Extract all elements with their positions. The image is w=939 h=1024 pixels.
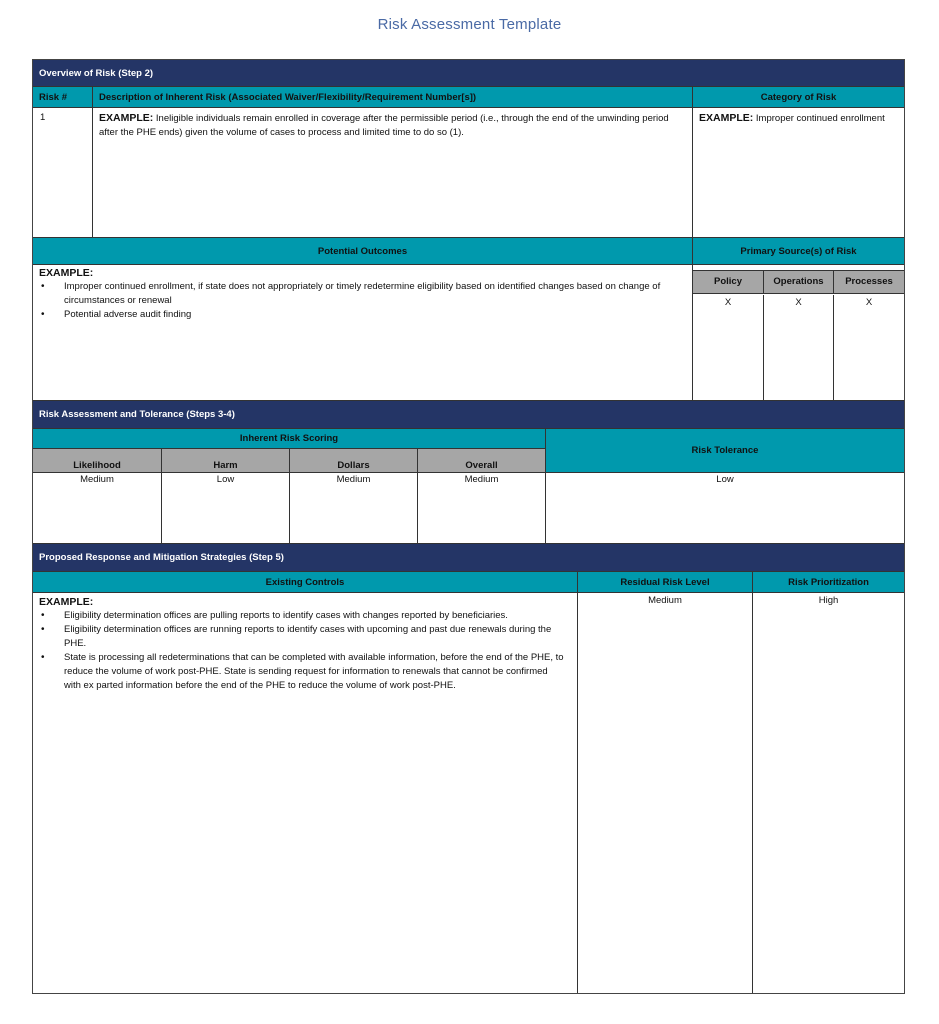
risk-prioritization-value: High bbox=[752, 592, 904, 993]
section-header-assessment: Risk Assessment and Tolerance (Steps 3-4) bbox=[33, 400, 904, 428]
header-description: Description of Inherent Risk (Associated Waiver/Flexibility/Requirement Number[s]) bbox=[92, 86, 692, 107]
outcome-item: • Potential adverse audit finding bbox=[33, 308, 676, 322]
header-potential-outcomes: Potential Outcomes bbox=[33, 237, 692, 264]
description-example-label: EXAMPLE: bbox=[99, 112, 154, 124]
controls-list bbox=[33, 609, 571, 693]
source-value-policy: X bbox=[693, 295, 763, 400]
existing-controls-cell bbox=[33, 592, 577, 993]
source-header-processes: Processes bbox=[833, 270, 904, 294]
risk-number-cell: 1 bbox=[33, 107, 92, 237]
source-header-policy: Policy bbox=[693, 270, 763, 294]
residual-risk-value: Medium bbox=[577, 592, 752, 993]
section-header-overview: Overview of Risk (Step 2) bbox=[33, 60, 904, 86]
risk-assessment-table bbox=[32, 59, 905, 994]
score-value-harm: Low bbox=[161, 472, 289, 543]
score-header-harm: Harm bbox=[161, 448, 289, 472]
score-header-likelihood: Likelihood bbox=[33, 448, 161, 472]
header-existing-controls: Existing Controls bbox=[33, 571, 577, 592]
outcome-item: • Improper continued enrollment, if state does not appropriately or timely redetermine eligibility based on identified changes based on change of circumstances or renewal bbox=[33, 280, 676, 308]
category-cell bbox=[692, 107, 904, 237]
score-header-dollars: Dollars bbox=[289, 448, 417, 472]
header-inherent-risk-scoring: Inherent Risk Scoring bbox=[33, 428, 545, 448]
page-title: Risk Assessment Template bbox=[377, 16, 562, 33]
description-cell bbox=[92, 107, 692, 237]
control-item: • Eligibility determination offices are running reports to identify cases with upcoming and past due renewals during the PHE. bbox=[33, 623, 567, 651]
controls-example-label: EXAMPLE: bbox=[39, 596, 94, 608]
score-value-likelihood: Medium bbox=[33, 472, 161, 543]
outcomes-list bbox=[33, 280, 686, 322]
header-risk-number: Risk # bbox=[33, 86, 92, 107]
category-text: Improper continued enrollment bbox=[753, 113, 885, 124]
control-item: • State is processing all redeterminations that can be completed with available information, before the end of the PHE, to reduce the volume of work post-PHE. State is sending request for information to renewals that cannot be confirmed with ex parted information before the end of the PHE to reduce the volume of work post-PHE. bbox=[33, 651, 567, 693]
potential-outcomes-cell bbox=[33, 264, 692, 400]
header-risk-prioritization: Risk Prioritization bbox=[752, 571, 904, 592]
source-value-operations: X bbox=[763, 295, 833, 400]
header-primary-sources: Primary Source(s) of Risk bbox=[692, 237, 904, 264]
header-category: Category of Risk bbox=[692, 86, 904, 107]
control-item: • Eligibility determination offices are pulling reports to identify cases with changes reported by beneficiaries. bbox=[33, 609, 567, 623]
risk-tolerance-value: Low bbox=[545, 472, 904, 543]
source-value-processes: X bbox=[833, 295, 904, 400]
score-value-dollars: Medium bbox=[289, 472, 417, 543]
header-residual-risk-level: Residual Risk Level bbox=[577, 571, 752, 592]
header-risk-tolerance: Risk Tolerance bbox=[545, 428, 904, 472]
category-example-label: EXAMPLE: bbox=[699, 112, 754, 124]
score-value-overall: Medium bbox=[417, 472, 545, 543]
section-header-mitigation: Proposed Response and Mitigation Strategies (Step 5) bbox=[33, 543, 904, 571]
source-header-operations: Operations bbox=[763, 270, 833, 294]
description-text: Ineligible individuals remain enrolled in coverage after the permissible period (i.e., through the end of the unwinding period after the PHE ends) given the volume of cases to process and limited time to do so (1). bbox=[99, 113, 669, 138]
score-header-overall: Overall bbox=[417, 448, 545, 472]
outcomes-example-label: EXAMPLE: bbox=[39, 267, 94, 279]
